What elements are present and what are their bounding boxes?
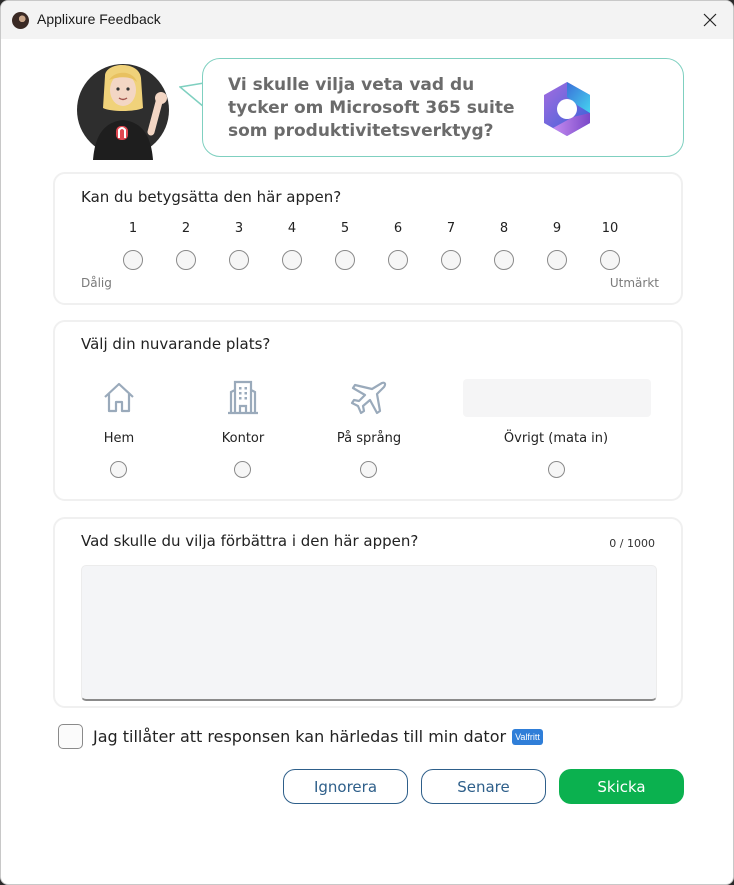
rating-low-label: Dålig (81, 276, 112, 290)
survey-question-text: Vi skulle vilja veta vad du tycker om Microsoft 365 suite som produktivitetsverktyg? (228, 75, 515, 141)
improvement-card (53, 517, 683, 708)
rating-radio-6[interactable] (388, 250, 408, 270)
window-title: Applixure Feedback (37, 11, 161, 27)
rating-question: Kan du betygsätta den här appen? (81, 188, 342, 206)
airplane-icon (349, 378, 389, 418)
improvement-textarea[interactable] (81, 565, 657, 701)
location-card (53, 320, 683, 501)
rating-number: 9 (552, 221, 562, 236)
location-label-office: Kontor (221, 431, 265, 446)
consent-label[interactable]: Jag tillåter att responsen kan härledas till min dator (93, 727, 507, 746)
rating-number: 1 (128, 221, 138, 236)
send-button[interactable]: Skicka (559, 769, 684, 804)
rating-radio-1[interactable] (123, 250, 143, 270)
rating-radio-10[interactable] (600, 250, 620, 270)
app-avatar-icon (12, 12, 29, 29)
ignore-button[interactable]: Ignorera (283, 769, 408, 804)
location-radio-other[interactable] (548, 461, 565, 478)
rating-number: 8 (499, 221, 509, 236)
consent-row (58, 724, 543, 749)
rating-number: 6 (393, 221, 403, 236)
rating-number: 7 (446, 221, 456, 236)
location-radio-home[interactable] (110, 461, 127, 478)
rating-radio-8[interactable] (494, 250, 514, 270)
rating-radio-4[interactable] (282, 250, 302, 270)
rating-number: 4 (287, 221, 297, 236)
close-button[interactable] (687, 1, 733, 39)
speech-bubble (202, 58, 684, 157)
rating-radio-3[interactable] (229, 250, 249, 270)
microsoft-365-logo-icon (537, 79, 597, 139)
close-icon (703, 13, 717, 27)
rating-number: 2 (181, 221, 191, 236)
rating-number: 3 (234, 221, 244, 236)
rating-radio-5[interactable] (335, 250, 355, 270)
location-label-home: Hem (103, 431, 135, 446)
title-bar (1, 1, 733, 39)
location-question: Välj din nuvarande plats? (81, 335, 271, 353)
rating-radio-2[interactable] (176, 250, 196, 270)
rating-radio-7[interactable] (441, 250, 461, 270)
rating-radio-9[interactable] (547, 250, 567, 270)
later-button[interactable]: Senare (421, 769, 546, 804)
location-label-on-the-go: På språng (336, 431, 402, 446)
mascot-avatar (75, 56, 179, 160)
optional-badge: Valfritt (512, 729, 543, 745)
improvement-question: Vad skulle du vilja förbättra i den här appen? (81, 532, 419, 550)
consent-checkbox[interactable] (58, 724, 83, 749)
character-counter: 0 / 1000 (609, 537, 655, 550)
other-location-input[interactable] (463, 379, 651, 417)
location-label-other: Övrigt (mata in) (503, 431, 609, 446)
home-icon (99, 378, 139, 418)
location-radio-on-the-go[interactable] (360, 461, 377, 478)
rating-card (53, 172, 683, 305)
rating-number: 10 (601, 221, 619, 236)
office-building-icon (223, 378, 263, 418)
rating-number: 5 (340, 221, 350, 236)
rating-high-label: Utmärkt (609, 276, 659, 290)
location-radio-office[interactable] (234, 461, 251, 478)
